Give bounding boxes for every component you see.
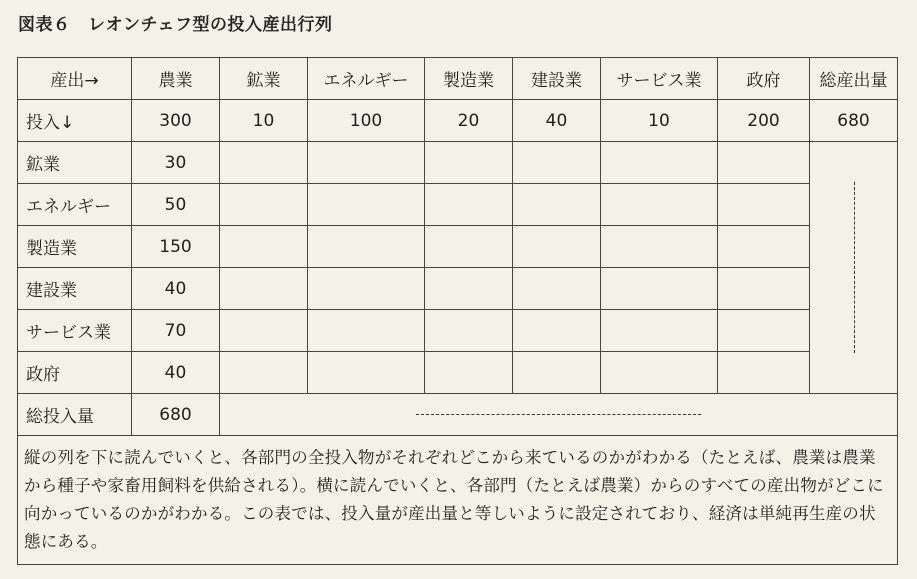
horizontal-dashed-line [416,414,701,415]
empty-cell [601,226,718,268]
table-row [18,142,898,184]
column-header: エネルギー [308,58,425,100]
empty-cell [425,226,513,268]
note-row [18,436,898,565]
empty-cell [718,352,810,394]
empty-cell [220,310,308,352]
empty-cell [601,184,718,226]
row-label: 鉱業 [18,142,132,184]
empty-cell [513,310,601,352]
empty-cell [308,142,425,184]
column-header: 総産出量 [810,58,898,100]
empty-cell [601,142,718,184]
table-row [18,226,898,268]
empty-cell [425,268,513,310]
agriculture-input-cell: 30 [132,142,220,184]
column-header: 政府 [718,58,810,100]
empty-cell [425,184,513,226]
corner-output-label: 産出→ [18,58,132,100]
empty-cell [220,226,308,268]
empty-cell [513,184,601,226]
output-total-cell: 300 [132,100,220,142]
empty-cell [220,352,308,394]
output-total-cell: 200 [718,100,810,142]
empty-cell [220,268,308,310]
column-header: 農業 [132,58,220,100]
output-total-cell: 100 [308,100,425,142]
empty-cell [718,268,810,310]
output-total-cell: 10 [601,100,718,142]
empty-cell [513,142,601,184]
row-label: 製造業 [18,226,132,268]
table-row [18,184,898,226]
agriculture-input-cell: 70 [132,310,220,352]
empty-cell [425,352,513,394]
total-output-column-cell [810,142,898,394]
total-input-value: 680 [132,394,220,436]
vertical-dashed-line [854,182,855,353]
column-header: サービス業 [601,58,718,100]
empty-cell [308,226,425,268]
empty-cell [718,184,810,226]
table-row [18,310,898,352]
output-total-cell: 20 [425,100,513,142]
empty-cell [513,352,601,394]
empty-cell [601,268,718,310]
header-row [18,58,898,100]
row-label: エネルギー [18,184,132,226]
row-label: 政府 [18,352,132,394]
output-total-cell: 10 [220,100,308,142]
empty-cell [601,310,718,352]
row-label: 建設業 [18,268,132,310]
empty-cell [601,352,718,394]
empty-cell [718,142,810,184]
output-total-cell: 680 [810,100,898,142]
input-output-matrix [17,57,898,565]
figure-title: 図表６ レオンチェフ型の投入産出行列 [18,15,333,35]
agriculture-input-cell: 150 [132,226,220,268]
agriculture-input-cell: 40 [132,352,220,394]
total-input-span [220,394,898,436]
row-label: サービス業 [18,310,132,352]
empty-cell [308,352,425,394]
output-totals-row [18,100,898,142]
column-header: 鉱業 [220,58,308,100]
column-header: 建設業 [513,58,601,100]
agriculture-input-cell: 50 [132,184,220,226]
empty-cell [425,142,513,184]
empty-cell [308,268,425,310]
empty-cell [308,184,425,226]
empty-cell [220,184,308,226]
corner-input-label: 投入↓ [18,100,132,142]
empty-cell [513,268,601,310]
total-input-label: 総投入量 [18,394,132,436]
table-row [18,268,898,310]
empty-cell [718,226,810,268]
empty-cell [718,310,810,352]
empty-cell [220,142,308,184]
table-row [18,352,898,394]
empty-cell [425,310,513,352]
table-note: 縦の列を下に読んでいくと、各部門の全投入物がそれぞれどこから来ているのかがわかる（たとえば、農業は農業から種子や家畜用飼料を供給される）。横に読んでいくと、各部門（たとえば農業）からのすべての産出物がどこに向かっているのかがわかる。この表では、投入量が産出量と等しいように設定されており、経済は単純再生産の状態にある。 [18,436,898,565]
empty-cell [308,310,425,352]
empty-cell [513,226,601,268]
column-header: 製造業 [425,58,513,100]
total-input-row [18,394,898,436]
output-total-cell: 40 [513,100,601,142]
agriculture-input-cell: 40 [132,268,220,310]
